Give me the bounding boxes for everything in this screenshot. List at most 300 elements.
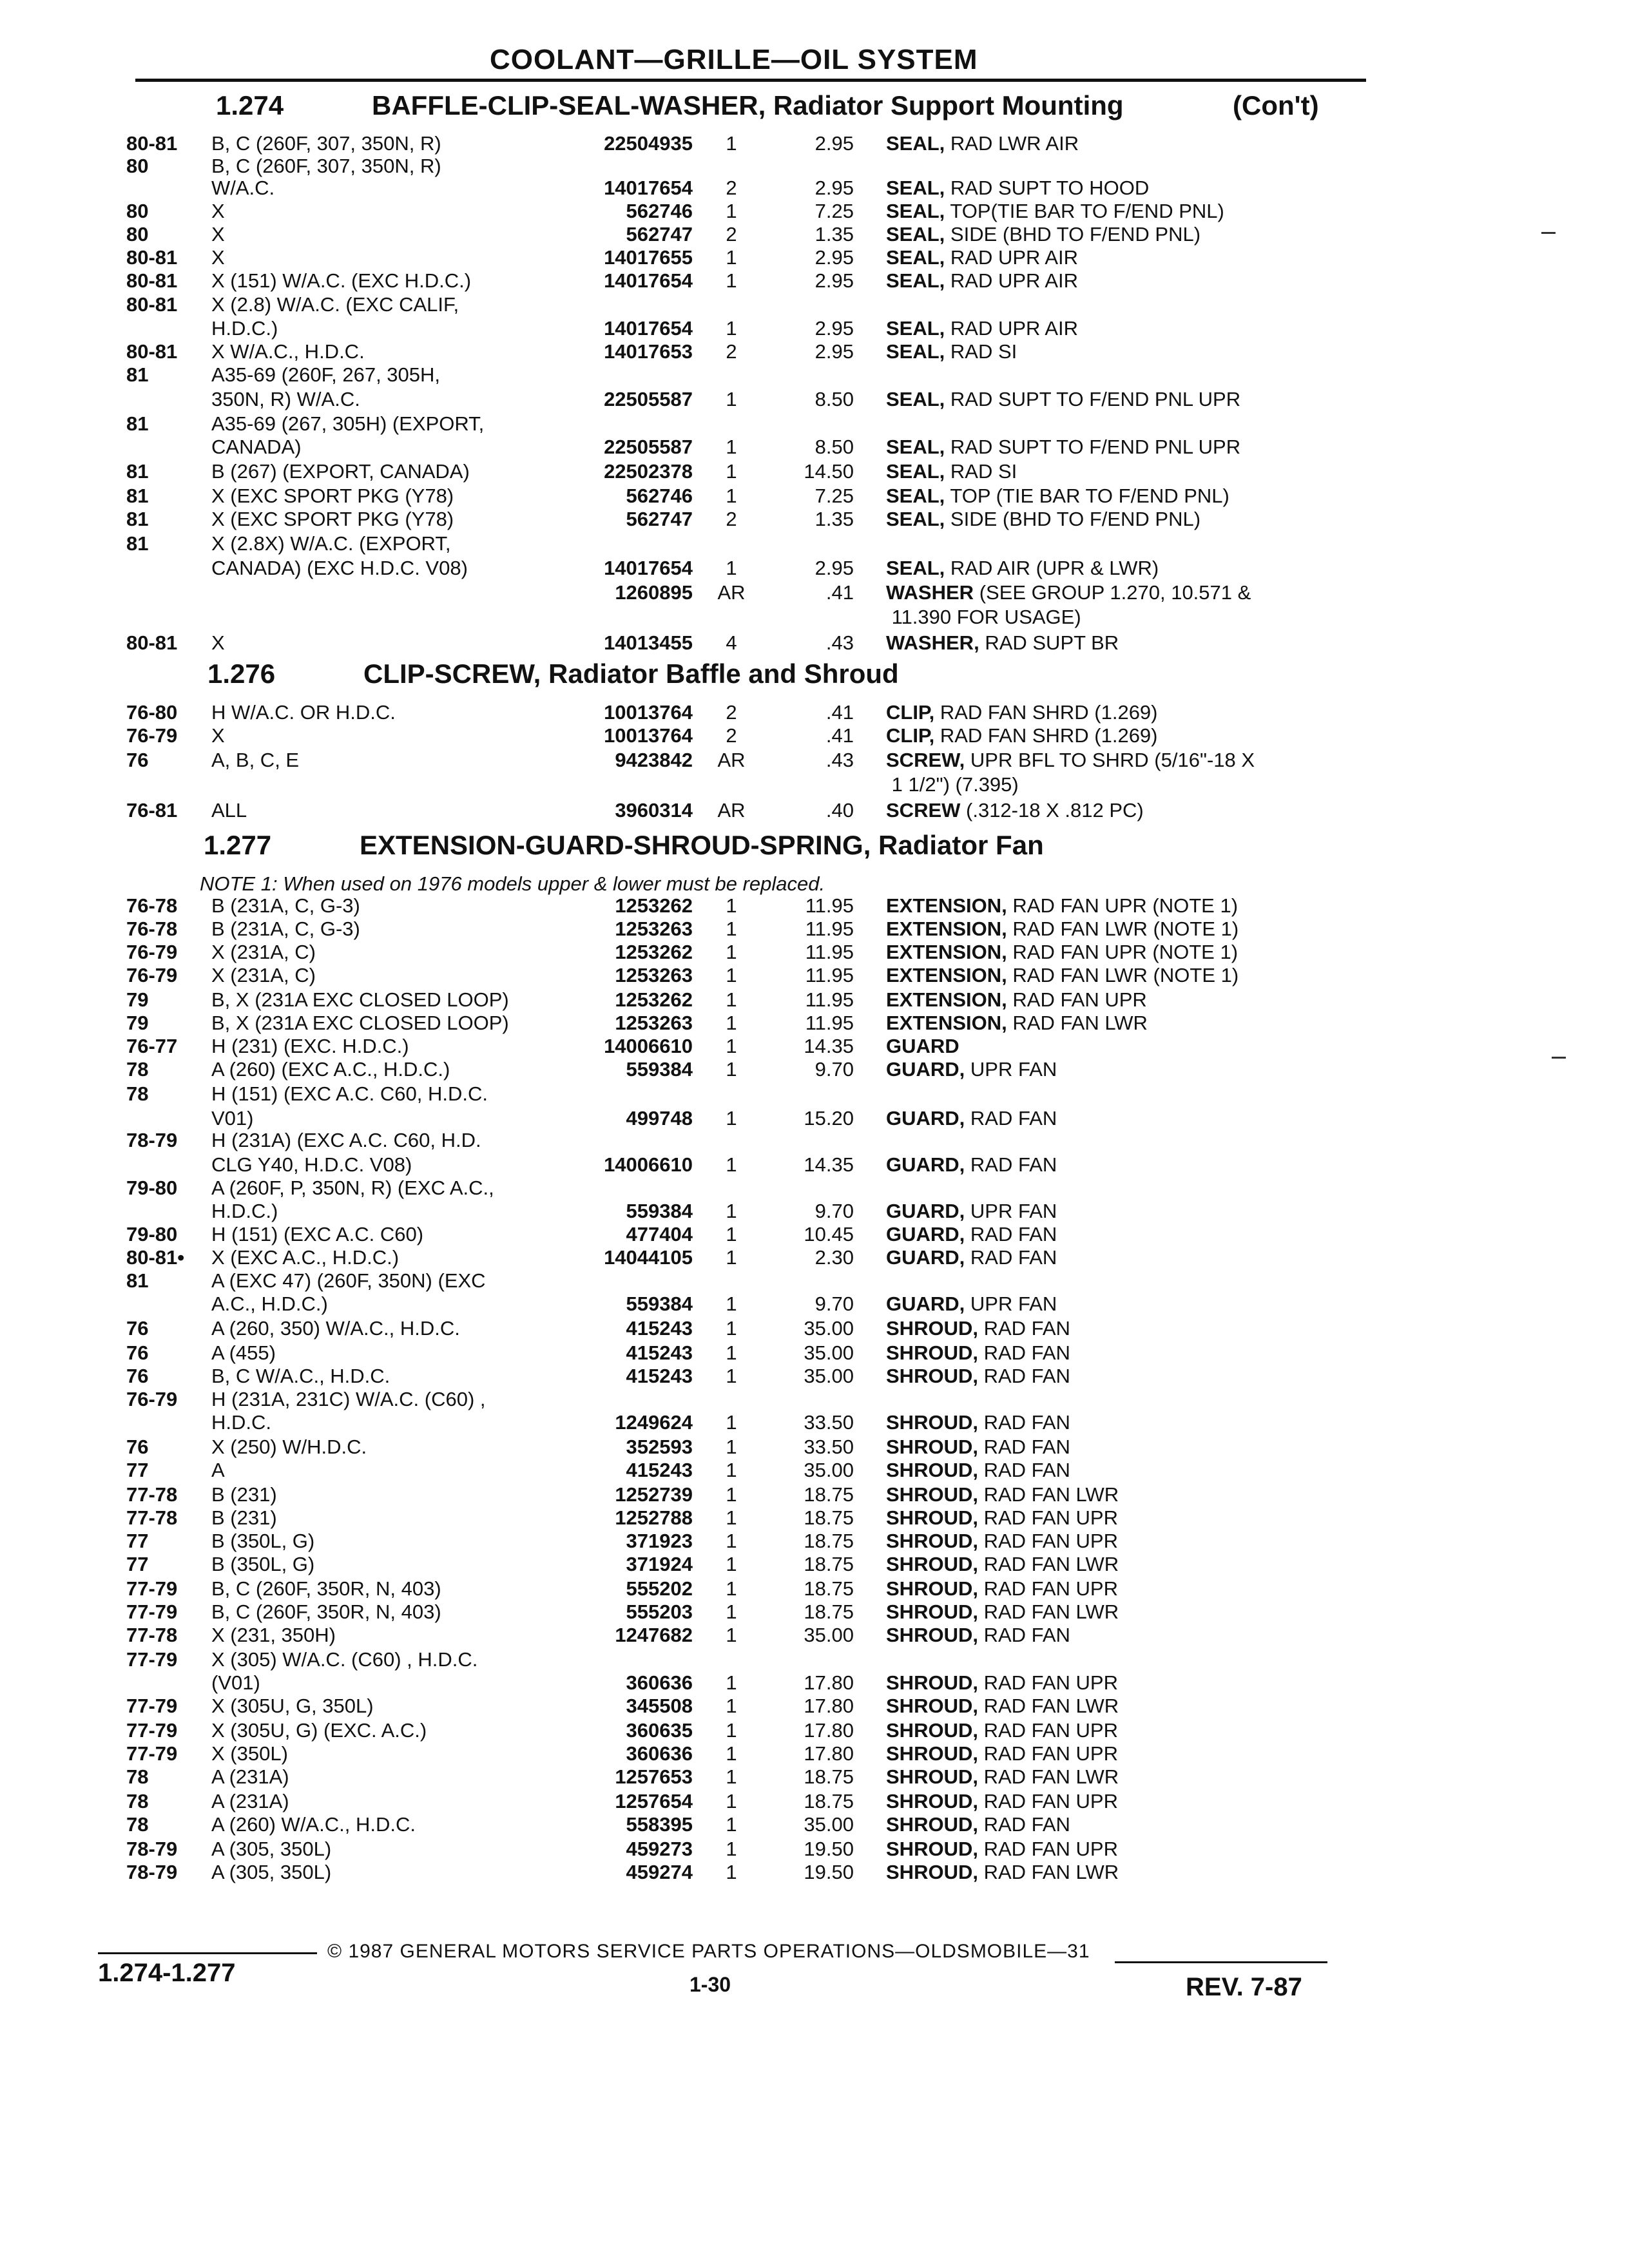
item-description: SIDE (BHD TO F/END PNL) xyxy=(950,223,1201,245)
item-description: RAD FAN xyxy=(983,1624,1070,1646)
item-description: UPR BFL TO SHRD (5/16"-18 X xyxy=(970,749,1255,771)
year-cell: 77 xyxy=(126,1459,149,1481)
description-cell xyxy=(886,1317,1070,1340)
part-number-cell: 14017654 xyxy=(604,269,693,292)
year-cell: 76 xyxy=(126,749,149,771)
application-cell: X xyxy=(211,223,225,245)
quantity-cell: 1 xyxy=(726,388,737,410)
item-name: SHROUD, xyxy=(886,1411,978,1434)
description-cell xyxy=(886,1107,1057,1130)
year-cell: 78-79 xyxy=(126,1838,178,1860)
quantity-cell: 4 xyxy=(726,631,737,654)
description-cell xyxy=(886,388,1240,411)
description-cell xyxy=(886,1200,1057,1223)
description-cell xyxy=(886,200,1224,223)
item-name: SHROUD, xyxy=(886,1553,978,1575)
item-description: 1 1/2") (7.395) xyxy=(891,773,1019,796)
description-cell xyxy=(886,1035,965,1058)
item-description: RAD FAN xyxy=(983,1813,1070,1836)
item-description: RAD FAN UPR xyxy=(983,1530,1118,1552)
description-cell xyxy=(886,1058,1057,1081)
application-cell: X (250) W/H.D.C. xyxy=(211,1436,367,1458)
price-cell: 17.80 xyxy=(804,1742,854,1765)
description-cell xyxy=(886,749,1255,772)
header-rule xyxy=(135,79,1366,82)
year-cell: 81 xyxy=(126,363,149,386)
part-number-cell: 360635 xyxy=(626,1719,693,1742)
year-cell: 79 xyxy=(126,988,149,1011)
price-cell: 33.50 xyxy=(804,1411,854,1434)
item-description: (SEE GROUP 1.270, 10.571 & xyxy=(979,581,1251,604)
item-description: RAD FAN UPR xyxy=(1012,988,1147,1011)
application-cell: A (260) (EXC A.C., H.D.C.) xyxy=(211,1058,450,1081)
item-description: RAD FAN LWR xyxy=(983,1861,1119,1883)
item-name: SHROUD, xyxy=(886,1530,978,1552)
year-cell: 80-81 xyxy=(126,293,178,316)
footer-page-number: 1-30 xyxy=(689,1973,731,1996)
application-cell: X xyxy=(211,246,225,269)
price-cell: 14.35 xyxy=(804,1153,854,1176)
application-cell: CANADA) (EXC H.D.C. V08) xyxy=(211,557,468,579)
part-number-cell: 1247682 xyxy=(615,1624,693,1646)
year-cell: 80-81• xyxy=(126,1246,185,1269)
application-cell: H.D.C.) xyxy=(211,317,278,340)
quantity-cell: 1 xyxy=(726,1600,737,1623)
item-description: RAD FAN UPR xyxy=(983,1577,1118,1600)
part-number-cell: 14006610 xyxy=(604,1035,693,1057)
quantity-cell: 1 xyxy=(726,1153,737,1176)
price-cell: 11.95 xyxy=(805,918,854,940)
item-description: RAD UPR AIR xyxy=(950,317,1079,340)
year-cell: 76-81 xyxy=(126,799,178,822)
year-cell: 81 xyxy=(126,485,149,507)
description-cell xyxy=(886,1293,1057,1316)
item-name: SEAL, xyxy=(886,200,945,222)
item-description: RAD FAN UPR xyxy=(983,1790,1118,1812)
price-cell: 2.95 xyxy=(815,246,854,269)
application-cell: B (350L, G) xyxy=(211,1530,315,1552)
quantity-cell: 1 xyxy=(726,1577,737,1600)
item-description: UPR FAN xyxy=(970,1293,1057,1315)
item-description: RAD FAN xyxy=(983,1341,1070,1364)
part-number-cell: 459274 xyxy=(626,1861,693,1883)
part-number-cell: 559384 xyxy=(626,1293,693,1315)
quantity-cell: 1 xyxy=(726,460,737,483)
item-description: RAD FAN LWR xyxy=(983,1483,1119,1506)
price-cell: 18.75 xyxy=(804,1530,854,1552)
item-name: SEAL, xyxy=(886,246,945,269)
application-cell: A35-69 (260F, 267, 305H, xyxy=(211,363,441,386)
section-number: 1.276 xyxy=(207,658,276,689)
description-cell xyxy=(886,1082,892,1106)
application-cell: B, C (260F, 350R, N, 403) xyxy=(211,1577,441,1600)
part-number-cell: 9423842 xyxy=(615,749,693,771)
description-cell xyxy=(886,223,1200,246)
year-cell: 81 xyxy=(126,412,149,435)
description-cell xyxy=(886,1648,892,1671)
part-number-cell: 559384 xyxy=(626,1200,693,1222)
description-cell xyxy=(886,485,1229,508)
price-cell: 33.50 xyxy=(804,1436,854,1458)
page-title: COOLANT—GRILLE—OIL SYSTEM xyxy=(490,44,978,75)
quantity-cell: 1 xyxy=(726,132,737,155)
price-cell: 11.95 xyxy=(805,941,854,963)
year-cell: 80-81 xyxy=(126,132,178,155)
quantity-cell: 2 xyxy=(726,701,737,724)
quantity-cell: 1 xyxy=(726,988,737,1011)
application-cell: A (260, 350) W/A.C., H.D.C. xyxy=(211,1317,460,1340)
item-description: RAD FAN SHRD (1.269) xyxy=(940,724,1158,747)
price-cell: 14.35 xyxy=(804,1035,854,1057)
price-cell: 11.95 xyxy=(805,988,854,1011)
quantity-cell: AR xyxy=(717,799,746,822)
price-cell: 35.00 xyxy=(804,1459,854,1481)
application-cell: 350N, R) W/A.C. xyxy=(211,388,360,410)
application-cell: A.C., H.D.C.) xyxy=(211,1293,328,1315)
quantity-cell: 1 xyxy=(726,1671,737,1694)
item-description: TOP (TIE BAR TO F/END PNL) xyxy=(950,485,1229,507)
item-name: SHROUD, xyxy=(886,1483,978,1506)
item-name: SHROUD, xyxy=(886,1365,978,1387)
application-cell: H (151) (EXC A.C. C60) xyxy=(211,1223,424,1245)
part-number-cell: 345508 xyxy=(626,1695,693,1717)
price-cell: 11.95 xyxy=(805,894,854,917)
application-cell: A (305, 350L) xyxy=(211,1838,332,1860)
item-description: RAD FAN UPR xyxy=(983,1671,1118,1694)
price-cell: 17.80 xyxy=(804,1695,854,1717)
item-name: SEAL, xyxy=(886,223,945,245)
item-description: RAD SI xyxy=(950,460,1017,483)
item-name: GUARD, xyxy=(886,1246,965,1269)
quantity-cell: 1 xyxy=(726,1411,737,1434)
price-cell: 18.75 xyxy=(804,1577,854,1600)
year-cell: 80-81 xyxy=(126,246,178,269)
margin-mark xyxy=(1541,232,1556,234)
price-cell: 1.35 xyxy=(815,508,854,530)
application-cell: B, C (260F, 307, 350N, R) xyxy=(211,132,441,155)
part-number-cell: 1249624 xyxy=(615,1411,693,1434)
item-name: CLIP, xyxy=(886,724,935,747)
item-name: SHROUD, xyxy=(886,1577,978,1600)
application-cell: B (231A, C, G-3) xyxy=(211,918,360,940)
part-number-cell: 459273 xyxy=(626,1838,693,1860)
quantity-cell: 1 xyxy=(726,1861,737,1883)
item-description: 11.390 FOR USAGE) xyxy=(891,606,1081,628)
price-cell: 10.45 xyxy=(804,1223,854,1245)
price-cell: 9.70 xyxy=(815,1200,854,1222)
price-cell: .40 xyxy=(825,799,854,822)
price-cell: 18.75 xyxy=(804,1790,854,1812)
year-cell: 77 xyxy=(126,1530,149,1552)
item-description: RAD FAN xyxy=(983,1411,1070,1434)
description-cell xyxy=(886,1411,1070,1434)
application-cell: X (231A, C) xyxy=(211,941,316,963)
description-cell xyxy=(886,1671,1118,1695)
item-name: EXTENSION, xyxy=(886,988,1007,1011)
item-name: SEAL, xyxy=(886,485,945,507)
item-name: SEAL, xyxy=(886,557,945,579)
quantity-cell: 1 xyxy=(726,1483,737,1506)
quantity-cell: 1 xyxy=(726,1058,737,1081)
description-cell xyxy=(886,918,1239,941)
application-cell: H (231) (EXC. H.D.C.) xyxy=(211,1035,409,1057)
item-name: WASHER, xyxy=(886,631,979,654)
application-cell: V01) xyxy=(211,1107,254,1129)
price-cell: 2.95 xyxy=(815,269,854,292)
year-cell: 76 xyxy=(126,1341,149,1364)
item-description: RAD FAN xyxy=(970,1107,1057,1129)
quantity-cell: 1 xyxy=(726,964,737,986)
item-name: SHROUD, xyxy=(886,1671,978,1694)
part-number-cell: 559384 xyxy=(626,1058,693,1081)
footer-rule-right xyxy=(1115,1961,1327,1963)
item-description: RAD FAN xyxy=(983,1459,1070,1481)
year-cell: 76-79 xyxy=(126,941,178,963)
description-cell xyxy=(886,293,892,316)
description-cell xyxy=(886,773,1019,796)
part-number-cell: 1253262 xyxy=(615,941,693,963)
quantity-cell: 1 xyxy=(726,894,737,917)
item-name: SEAL, xyxy=(886,177,945,199)
price-cell: 18.75 xyxy=(804,1765,854,1788)
year-cell: 77-79 xyxy=(126,1742,178,1765)
application-cell: (V01) xyxy=(211,1671,260,1694)
item-description: RAD FAN SHRD (1.269) xyxy=(940,701,1158,724)
price-cell: 8.50 xyxy=(815,388,854,410)
part-number-cell: 14017654 xyxy=(604,177,693,199)
description-cell xyxy=(886,246,1078,269)
price-cell: .43 xyxy=(825,749,854,771)
description-cell xyxy=(886,1838,1118,1861)
quantity-cell: 1 xyxy=(726,1341,737,1364)
quantity-cell: 1 xyxy=(726,1035,737,1057)
application-cell: X xyxy=(211,200,225,222)
year-cell: 78 xyxy=(126,1765,149,1788)
application-cell: B, X (231A EXC CLOSED LOOP) xyxy=(211,1012,509,1034)
item-description: SIDE (BHD TO F/END PNL) xyxy=(950,508,1201,530)
item-description: RAD FAN UPR (NOTE 1) xyxy=(1012,894,1239,917)
application-cell: H (231A, 231C) W/A.C. (C60) , xyxy=(211,1388,486,1410)
item-description: RAD FAN UPR xyxy=(983,1506,1118,1529)
part-number-cell: 10013764 xyxy=(604,701,693,724)
year-cell: 76-78 xyxy=(126,894,178,917)
year-cell: 80-81 xyxy=(126,269,178,292)
description-cell xyxy=(886,269,1078,293)
quantity-cell: 1 xyxy=(726,1553,737,1575)
item-name: EXTENSION, xyxy=(886,941,1007,963)
part-number-cell: 1257653 xyxy=(615,1765,693,1788)
quantity-cell: 1 xyxy=(726,1246,737,1269)
item-name: SHROUD, xyxy=(886,1719,978,1742)
application-cell: H.D.C.) xyxy=(211,1200,278,1222)
description-cell xyxy=(886,1624,1070,1647)
price-cell: .41 xyxy=(825,581,854,604)
item-name: SEAL, xyxy=(886,460,945,483)
item-description: RAD FAN LWR xyxy=(983,1695,1119,1717)
footer-copyright: © 1987 GENERAL MOTORS SERVICE PARTS OPERATIONS—OLDSMOBILE—31 xyxy=(327,1941,1090,1962)
description-cell xyxy=(886,1246,1057,1269)
quantity-cell: 2 xyxy=(726,724,737,747)
quantity-cell: 1 xyxy=(726,1223,737,1245)
item-description: RAD FAN UPR (NOTE 1) xyxy=(1012,941,1239,963)
footer-rule-left xyxy=(98,1952,317,1954)
description-cell xyxy=(886,532,892,555)
description-cell xyxy=(886,581,1251,604)
quantity-cell: 1 xyxy=(726,1317,737,1340)
application-cell: CLG Y40, H.D.C. V08) xyxy=(211,1153,412,1176)
item-name: GUARD, xyxy=(886,1223,965,1245)
item-name: SHROUD, xyxy=(886,1436,978,1458)
price-cell: 18.75 xyxy=(804,1600,854,1623)
application-cell: A (260F, P, 350N, R) (EXC A.C., xyxy=(211,1177,494,1199)
application-cell: W/A.C. xyxy=(211,177,275,199)
item-description: RAD FAN xyxy=(970,1153,1057,1176)
quantity-cell: 2 xyxy=(726,177,737,199)
quantity-cell: 1 xyxy=(726,1530,737,1552)
description-cell xyxy=(886,988,1147,1012)
part-number-cell: 22502378 xyxy=(604,460,693,483)
item-description: RAD SUPT TO HOOD xyxy=(950,177,1150,199)
description-cell xyxy=(886,1553,1119,1576)
price-cell: 9.70 xyxy=(815,1293,854,1315)
year-cell: 78 xyxy=(126,1082,149,1105)
description-cell xyxy=(886,724,1158,747)
item-name: GUARD, xyxy=(886,1058,965,1081)
description-cell xyxy=(886,1765,1119,1789)
quantity-cell: 1 xyxy=(726,1459,737,1481)
application-cell: X (2.8) W/A.C. (EXC CALIF, xyxy=(211,293,459,316)
price-cell: 9.70 xyxy=(815,1058,854,1081)
description-cell xyxy=(886,631,1119,655)
description-cell xyxy=(886,1388,892,1411)
item-name: SHROUD, xyxy=(886,1600,978,1623)
section-note: NOTE 1: When used on 1976 models upper & lower must be replaced. xyxy=(200,872,825,895)
year-cell: 77-79 xyxy=(126,1695,178,1717)
application-cell: X (EXC SPORT PKG (Y78) xyxy=(211,485,454,507)
part-number-cell: 371923 xyxy=(626,1530,693,1552)
quantity-cell: 2 xyxy=(726,223,737,245)
description-cell xyxy=(886,941,1238,964)
item-description: RAD SI xyxy=(950,340,1017,363)
part-number-cell: 14013455 xyxy=(604,631,693,654)
part-number-cell: 562747 xyxy=(626,223,693,245)
price-cell: 19.50 xyxy=(804,1838,854,1860)
year-cell: 80-81 xyxy=(126,340,178,363)
application-cell: X xyxy=(211,724,225,747)
price-cell: 14.50 xyxy=(804,460,854,483)
price-cell: 2.95 xyxy=(815,557,854,579)
application-cell: H.D.C. xyxy=(211,1411,271,1434)
part-number-cell: 22505587 xyxy=(604,388,693,410)
year-cell: 80 xyxy=(126,155,149,177)
item-description: RAD SUPT TO F/END PNL UPR xyxy=(950,436,1241,458)
item-description: RAD FAN LWR xyxy=(983,1600,1119,1623)
description-cell xyxy=(886,1223,1057,1246)
item-description: RAD FAN UPR xyxy=(983,1719,1118,1742)
part-number-cell: 555202 xyxy=(626,1577,693,1600)
part-number-cell: 22504935 xyxy=(604,132,693,155)
item-description: RAD UPR AIR xyxy=(950,269,1079,292)
description-cell xyxy=(886,1269,892,1293)
item-name: SEAL, xyxy=(886,317,945,340)
application-cell: X (EXC A.C., H.D.C.) xyxy=(211,1246,400,1269)
application-cell: A, B, C, E xyxy=(211,749,300,771)
part-number-cell: 1257654 xyxy=(615,1790,693,1812)
quantity-cell: 1 xyxy=(726,436,737,458)
section-number: 1.274 xyxy=(216,90,284,120)
quantity-cell: 1 xyxy=(726,1790,737,1812)
item-name: SEAL, xyxy=(886,340,945,363)
quantity-cell: 1 xyxy=(726,317,737,340)
section-number: 1.277 xyxy=(204,830,272,860)
application-cell: X (350L) xyxy=(211,1742,288,1765)
quantity-cell: 1 xyxy=(726,1012,737,1034)
application-cell: H W/A.C. OR H.D.C. xyxy=(211,701,396,724)
quantity-cell: 1 xyxy=(726,1200,737,1222)
description-cell xyxy=(886,155,892,178)
price-cell: 35.00 xyxy=(804,1365,854,1387)
description-cell xyxy=(886,508,1200,531)
part-number-cell: 1260895 xyxy=(615,581,693,604)
part-number-cell: 14006610 xyxy=(604,1153,693,1176)
application-cell: B (231) xyxy=(211,1506,277,1529)
item-name: SHROUD, xyxy=(886,1506,978,1529)
item-name: SHROUD, xyxy=(886,1459,978,1481)
description-cell xyxy=(886,436,1240,459)
quantity-cell: 1 xyxy=(726,1293,737,1315)
application-cell: H (151) (EXC A.C. C60, H.D.C. xyxy=(211,1082,488,1105)
item-name: SHROUD, xyxy=(886,1317,978,1340)
quantity-cell: 1 xyxy=(726,1365,737,1387)
quantity-cell: 1 xyxy=(726,1695,737,1717)
price-cell: 7.25 xyxy=(815,200,854,222)
item-description: RAD AIR (UPR & LWR) xyxy=(950,557,1159,579)
year-cell: 77-78 xyxy=(126,1506,178,1529)
quantity-cell: 1 xyxy=(726,918,737,940)
application-cell: A xyxy=(211,1459,225,1481)
application-cell: A (EXC 47) (260F, 350N) (EXC xyxy=(211,1269,486,1292)
application-cell: A (231A) xyxy=(211,1790,289,1812)
year-cell: 76-80 xyxy=(126,701,178,724)
year-cell: 78-79 xyxy=(126,1861,178,1883)
part-number-cell: 1253262 xyxy=(615,988,693,1011)
application-cell: B (267) (EXPORT, CANADA) xyxy=(211,460,470,483)
description-cell xyxy=(886,1719,1118,1742)
description-cell xyxy=(886,701,1158,724)
part-number-cell: 3960314 xyxy=(615,799,693,822)
quantity-cell: 2 xyxy=(726,340,737,363)
item-name: SEAL, xyxy=(886,436,945,458)
application-cell: X (305) W/A.C. (C60) , H.D.C. xyxy=(211,1648,478,1671)
part-number-cell: 1252788 xyxy=(615,1506,693,1529)
description-cell xyxy=(886,363,892,387)
year-cell: 78 xyxy=(126,1058,149,1081)
part-number-cell: 415243 xyxy=(626,1317,693,1340)
description-cell xyxy=(886,340,1017,363)
price-cell: 35.00 xyxy=(804,1317,854,1340)
item-description: RAD SUPT BR xyxy=(985,631,1119,654)
application-cell: B, X (231A EXC CLOSED LOOP) xyxy=(211,988,509,1011)
year-cell: 76-79 xyxy=(126,724,178,747)
price-cell: 17.80 xyxy=(804,1719,854,1742)
price-cell: 17.80 xyxy=(804,1671,854,1694)
item-name: GUARD, xyxy=(886,1107,965,1129)
application-cell: B (350L, G) xyxy=(211,1553,315,1575)
section-title: EXTENSION-GUARD-SHROUD-SPRING, Radiator Fan xyxy=(360,830,1044,860)
item-name: SHROUD, xyxy=(886,1838,978,1860)
application-cell: X xyxy=(211,631,225,654)
part-number-cell: 1253262 xyxy=(615,894,693,917)
